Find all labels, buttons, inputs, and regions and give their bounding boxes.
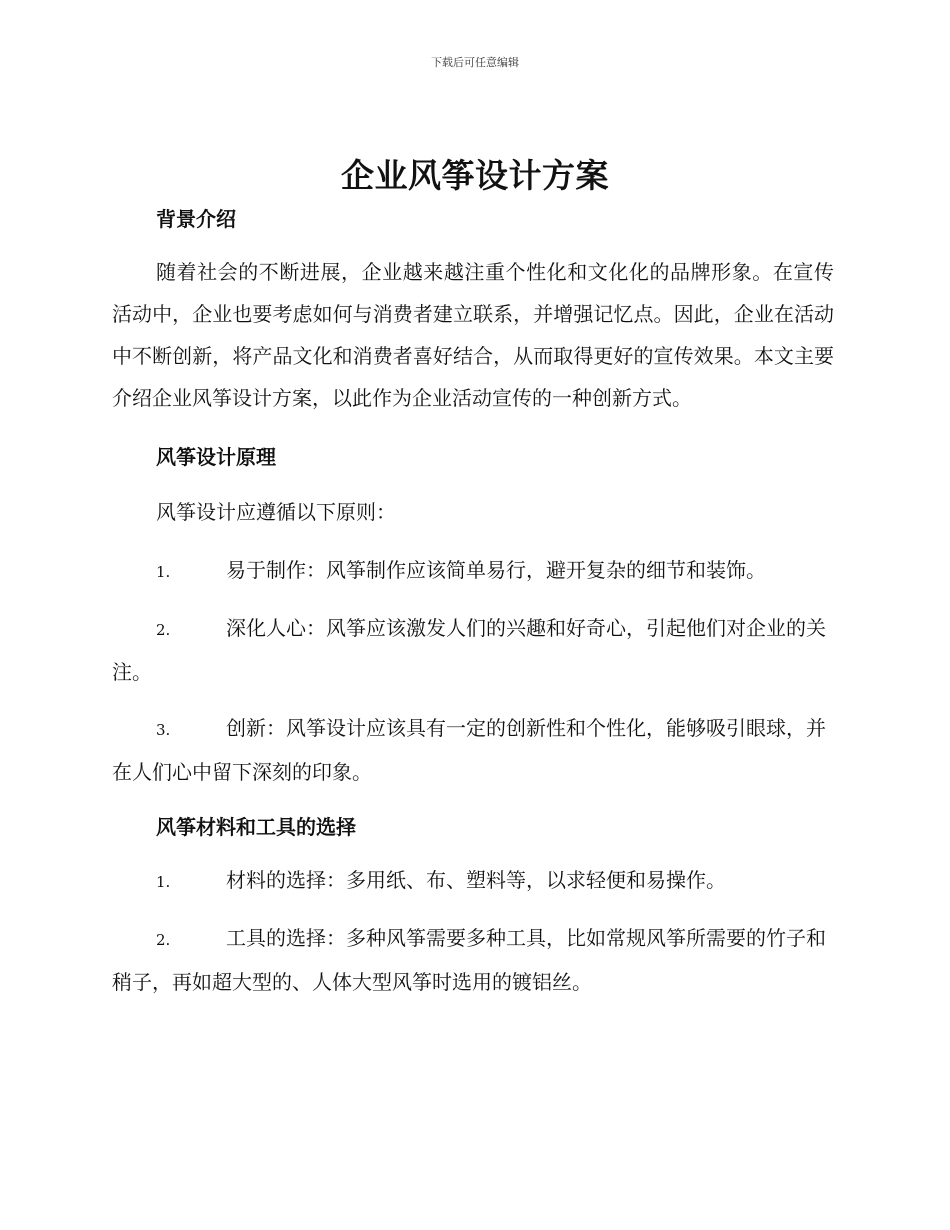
list-item-number: 1. xyxy=(156,873,171,891)
list-item xyxy=(112,917,834,1003)
list-item-number: 2. xyxy=(156,931,171,949)
list-item-text: 工具的选择：多种风筝需要多种工具，比如常规风筝所需要的竹子和稍子，再如超大型的、人体大型风筝时选用的镀铝丝。 xyxy=(112,926,826,994)
document-body xyxy=(112,195,834,1003)
section-heading-background: 背景介绍 xyxy=(156,207,236,231)
list-item-text: 创新：风筝设计应该具有一定的创新性和个性化，能够吸引眼球，并在人们心中留下深刻的印象。 xyxy=(112,716,826,784)
document-title: 企业风筝设计方案 xyxy=(341,156,609,195)
section-heading-principles: 风筝设计原理 xyxy=(156,445,276,469)
list-item xyxy=(112,707,834,793)
list-item-number: 2. xyxy=(156,621,171,639)
header-note: 下载后可任意编辑 xyxy=(431,56,519,69)
background-paragraph: 随着社会的不断进展，企业越来越注重个性化和文化化的品牌形象。在宣传活动中，企业也要考虑如何与消费者建立联系，并增强记忆点。因此，企业在活动中不断创新，将产品文化和消费者喜好结合，从而取得更好的宣传效果。本文主要介绍企业风筝设计方案，以此作为企业活动宣传的一种创新方式。 xyxy=(112,260,834,410)
list-item-text: 深化人心：风筝应该激发人们的兴趣和好奇心，引起他们对企业的关注。 xyxy=(112,616,826,684)
list-item-number: 1. xyxy=(156,563,171,581)
list-item xyxy=(112,607,834,693)
list-item-number: 3. xyxy=(156,721,171,739)
list-item xyxy=(112,549,834,593)
principles-intro: 风筝设计应遵循以下原则： xyxy=(156,500,396,524)
section-heading-materials: 风筝材料和工具的选择 xyxy=(156,815,356,839)
list-item-text: 材料的选择：多用纸、布、塑料等，以求轻便和易操作。 xyxy=(226,868,726,892)
list-item xyxy=(112,859,834,903)
list-item-text: 易于制作：风筝制作应该简单易行，避开复杂的细节和装饰。 xyxy=(226,558,766,582)
